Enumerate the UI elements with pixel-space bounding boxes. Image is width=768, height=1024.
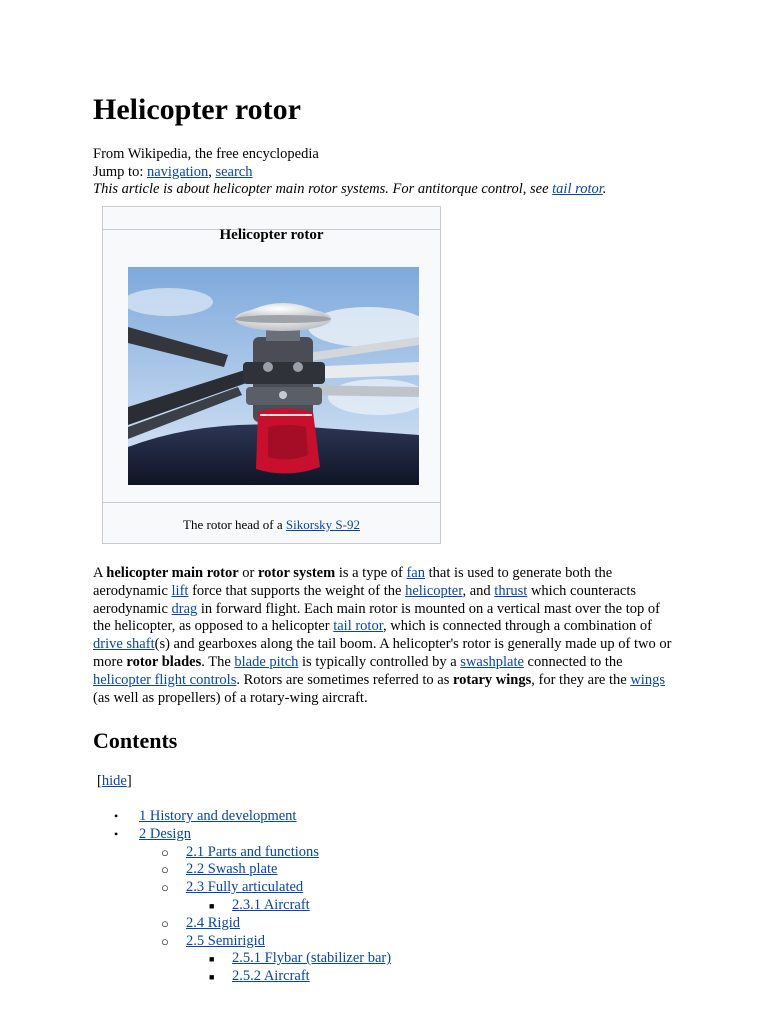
lead-text: , which is connected through a combination of — [382, 618, 652, 635]
toc-bracket-open: [ — [97, 773, 102, 789]
toc-link[interactable]: 2.5.1 Flybar (stabilizer bar) — [232, 950, 392, 967]
jump-separator: , — [208, 163, 216, 180]
toc-link[interactable]: 2.1 Parts and functions — [186, 843, 319, 860]
thrust-link[interactable]: thrust — [494, 582, 528, 599]
infobox — [102, 206, 441, 544]
lead-text: , for they are the — [531, 671, 631, 688]
toc-bullet-icon: ○ — [161, 933, 169, 949]
lead-bold-term: rotor system — [258, 565, 336, 581]
lead-text: (s) and gearboxes along the tail boom. A helicopter's rotor is generally made up of two or more — [93, 636, 672, 670]
lead-text: (as well as propellers) of a rotary-wing aircraft. — [93, 689, 368, 706]
page-title: Helicopter rotor — [93, 93, 301, 126]
toc-bullet-icon: ○ — [161, 915, 169, 931]
toc-item — [93, 844, 653, 862]
lead-text: . Rotors are sometimes referred to as — [236, 671, 453, 688]
rotor-head-image[interactable] — [128, 267, 419, 485]
table-of-contents — [93, 808, 653, 986]
lead-text: , and — [462, 582, 495, 599]
hatnote-text: This article is about helicopter main rotor systems. For antitorque control, see — [93, 181, 553, 197]
toc-link[interactable]: 1 History and development — [139, 808, 297, 824]
lead-paragraph — [93, 565, 673, 707]
toc-bullet-icon: ○ — [161, 862, 169, 878]
jump-links — [93, 164, 673, 182]
sikorsky-s92-link[interactable]: Sikorsky S-92 — [285, 517, 360, 532]
toc-link[interactable]: 2.3 Fully articulated — [186, 879, 304, 896]
toc-bullet-icon: • — [114, 809, 119, 823]
toc-item — [93, 826, 653, 844]
toc-item — [93, 808, 653, 826]
drive-shaft-link[interactable]: drive shaft — [93, 636, 155, 653]
article-meta — [93, 146, 673, 199]
lead-text: force that supports the weight of the — [188, 582, 406, 599]
helicopter-link[interactable]: helicopter — [405, 582, 463, 599]
toc-link[interactable]: 2.5 Semirigid — [186, 932, 265, 949]
jump-navigation-link[interactable]: navigation — [146, 163, 209, 180]
fan-link[interactable]: fan — [406, 565, 425, 581]
site-subtitle: From Wikipedia, the free encyclopedia — [93, 146, 319, 162]
toc-link[interactable]: 2 Design — [139, 825, 191, 842]
toc-item — [93, 861, 653, 879]
swashplate-link[interactable]: swashplate — [460, 653, 524, 670]
toc-item — [93, 915, 653, 933]
jump-prefix: Jump to: — [93, 163, 147, 180]
lead-text: A — [93, 565, 107, 581]
lift-link[interactable]: lift — [171, 582, 189, 599]
lead-bold-term: rotary wings — [452, 671, 532, 688]
infobox-caption: Helicopter rotor — [219, 227, 324, 243]
image-caption-text: The rotor head of a — [183, 517, 286, 532]
toc-item — [93, 879, 653, 897]
toc-bullet-icon: ■ — [209, 954, 215, 965]
toc-bullet-icon: ○ — [161, 880, 169, 896]
drag-link[interactable]: drag — [171, 600, 198, 617]
infobox-divider — [103, 502, 440, 503]
wings-link[interactable]: wings — [630, 671, 665, 688]
lead-text: connected to the — [523, 653, 623, 670]
toc-bullet-icon: ■ — [209, 900, 215, 911]
lead-text: or — [238, 565, 258, 581]
lead-bold-term: helicopter main rotor — [106, 565, 239, 581]
toc-hide-link[interactable]: hide — [101, 773, 127, 789]
toc-item — [93, 950, 653, 968]
lead-text: . The — [201, 653, 235, 670]
lead-bold-term: rotor blades — [126, 653, 202, 670]
toc-item — [93, 968, 653, 986]
toc-toggle — [97, 773, 132, 790]
infobox-image-caption — [103, 517, 440, 533]
toc-bullet-icon: ○ — [161, 844, 169, 860]
hatnote-tail-rotor-link[interactable]: tail rotor — [552, 181, 603, 197]
toc-bullet-icon: • — [114, 826, 119, 841]
tail-rotor-link[interactable]: tail rotor — [333, 618, 383, 635]
lead-text: in forward flight. Each main rotor is mounted on a vertical mast over the top of the helicopter, as opposed to a helicopter — [93, 600, 660, 635]
lead-text: that is used to generate both the aerodynamic — [93, 565, 613, 599]
toc-link[interactable]: 2.3.1 Aircraft — [232, 896, 310, 913]
lead-text: which counteracts aerodynamic — [93, 582, 637, 617]
jump-search-link[interactable]: search — [215, 163, 253, 180]
hatnote-end: . — [602, 181, 607, 197]
flight-controls-link[interactable]: helicopter flight controls — [93, 671, 237, 688]
toc-link[interactable]: 2.2 Swash plate — [186, 861, 278, 878]
toc-item — [93, 897, 653, 915]
contents-heading: Contents — [93, 728, 178, 753]
toc-link[interactable]: 2.5.2 Aircraft — [232, 968, 310, 985]
blade-pitch-link[interactable]: blade pitch — [234, 653, 299, 670]
lead-text: is typically controlled by a — [298, 653, 461, 670]
toc-list — [93, 808, 653, 986]
lead-text: is a type of — [335, 565, 407, 581]
toc-link[interactable]: 2.4 Rigid — [186, 914, 240, 931]
toc-item — [93, 933, 653, 951]
toc-bullet-icon: ■ — [209, 972, 215, 983]
toc-bracket-close: ] — [126, 773, 132, 789]
hatnote — [93, 181, 673, 199]
